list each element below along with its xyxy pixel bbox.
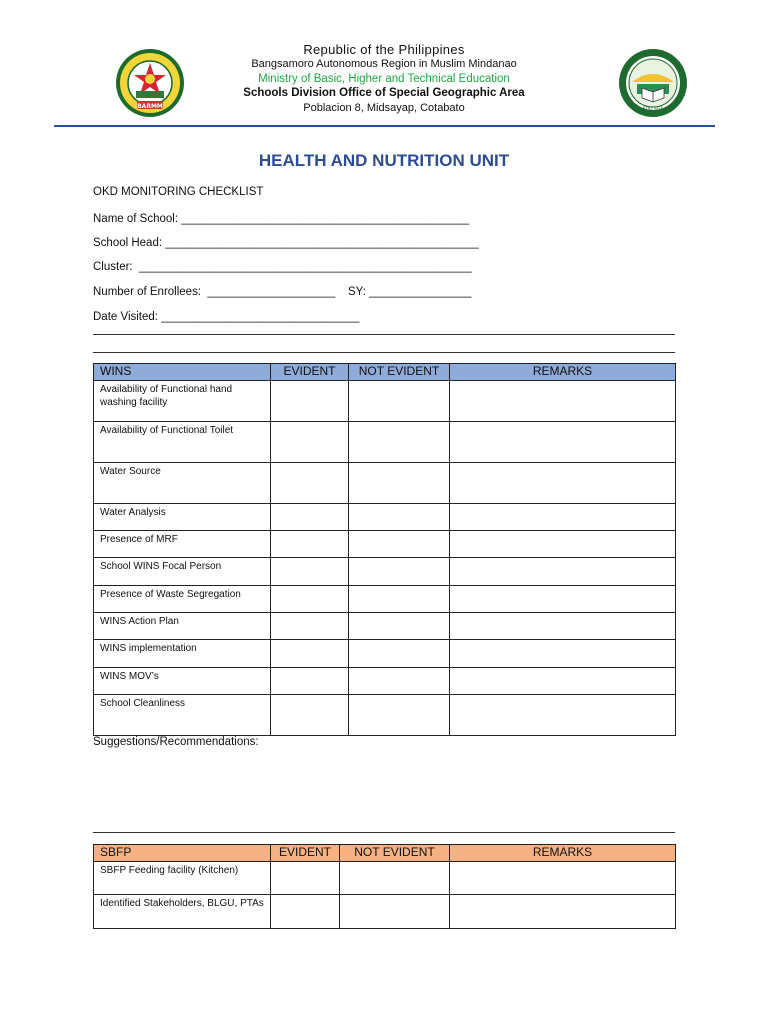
table-row <box>94 613 676 640</box>
not-evident-cell[interactable] <box>349 640 450 668</box>
evident-cell[interactable] <box>271 895 340 929</box>
table-row <box>94 668 676 695</box>
not-evident-cell[interactable] <box>349 381 450 422</box>
suggestions-label: Suggestions/Recommendations: <box>93 736 259 748</box>
wins-table <box>93 363 676 736</box>
evident-cell[interactable] <box>271 613 349 640</box>
sbfp-header: SBFP <box>94 845 271 862</box>
remarks-cell[interactable] <box>450 695 676 736</box>
row-label: WINS Action Plan <box>94 613 271 640</box>
evident-cell[interactable] <box>271 531 349 558</box>
evident-cell[interactable] <box>271 504 349 531</box>
header-divider <box>54 125 715 127</box>
table-row <box>94 586 676 613</box>
separator-line <box>93 334 675 335</box>
evident-cell[interactable] <box>271 695 349 736</box>
row-label: WINS implementation <box>94 640 271 668</box>
table-row <box>94 463 676 504</box>
remarks-cell[interactable] <box>450 531 676 558</box>
evident-cell[interactable] <box>271 381 349 422</box>
row-label: WINS MOV’s <box>94 668 271 695</box>
separator-line <box>93 352 675 353</box>
row-label: SBFP Feeding facility (Kitchen) <box>94 862 271 895</box>
not-evident-cell[interactable] <box>349 463 450 504</box>
remarks-header: REMARKS <box>450 364 676 381</box>
not-evident-cell[interactable] <box>349 668 450 695</box>
table-row <box>94 558 676 586</box>
table-row <box>94 504 676 531</box>
table-row <box>94 531 676 558</box>
table-row <box>94 640 676 668</box>
table-row <box>94 862 676 895</box>
remarks-cell[interactable] <box>450 862 676 895</box>
row-label: School WINS Focal Person <box>94 558 271 586</box>
enrollees-field[interactable]: Number of Enrollees: ____________________ <box>93 286 336 298</box>
table-row <box>94 695 676 736</box>
not-evident-header: NOT EVIDENT <box>340 845 450 862</box>
date-visited-field[interactable]: Date Visited: _______________________________ <box>93 311 360 323</box>
row-label: Presence of Waste Segregation <box>94 586 271 613</box>
suggestions-line[interactable] <box>93 832 675 833</box>
not-evident-cell[interactable] <box>349 695 450 736</box>
not-evident-header: NOT EVIDENT <box>349 364 450 381</box>
not-evident-cell[interactable] <box>349 422 450 463</box>
remarks-cell[interactable] <box>450 586 676 613</box>
row-label: Water Source <box>94 463 271 504</box>
school-head-field[interactable]: School Head: _________________________________________________ <box>93 237 479 249</box>
remarks-cell[interactable] <box>450 895 676 929</box>
remarks-cell[interactable] <box>450 613 676 640</box>
cluster-field[interactable]: Cluster: ____________________________________________________ <box>93 261 472 273</box>
not-evident-cell[interactable] <box>349 531 450 558</box>
remarks-cell[interactable] <box>450 640 676 668</box>
address-line: Poblacion 8, Midsayap, Cotabato <box>303 102 465 114</box>
sbfp-header-row <box>94 845 676 862</box>
division-line: Schools Division Office of Special Geographic Area <box>243 87 525 99</box>
region-line: Bangsamoro Autonomous Region in Muslim Mindanao <box>251 58 517 70</box>
row-label: Presence of MRF <box>94 531 271 558</box>
evident-header: EVIDENT <box>271 364 349 381</box>
table-row <box>94 381 676 422</box>
evident-cell[interactable] <box>271 586 349 613</box>
country-line: Republic of the Philippines <box>303 42 465 57</box>
not-evident-cell[interactable] <box>349 613 450 640</box>
wins-header: WINS <box>94 364 271 381</box>
page-title: HEALTH AND NUTRITION UNIT <box>258 151 510 170</box>
row-label: Water Analysis <box>94 504 271 531</box>
not-evident-cell[interactable] <box>349 586 450 613</box>
evident-cell[interactable] <box>271 558 349 586</box>
remarks-cell[interactable] <box>450 381 676 422</box>
table-row <box>94 422 676 463</box>
sdo-logo-text: SDO SGA <box>642 107 664 112</box>
evident-header: EVIDENT <box>271 845 340 862</box>
sdo-seal-logo <box>618 48 688 118</box>
school-name-field[interactable]: Name of School: _____________________________________________ <box>93 213 470 225</box>
evident-cell[interactable] <box>271 668 349 695</box>
remarks-header: REMARKS <box>450 845 676 862</box>
not-evident-cell[interactable] <box>340 895 450 929</box>
barmm-logo-text: BARMM <box>137 103 163 110</box>
not-evident-cell[interactable] <box>340 862 450 895</box>
remarks-cell[interactable] <box>450 422 676 463</box>
row-label: School Cleanliness <box>94 695 271 736</box>
row-label: Identified Stakeholders, BLGU, PTAs <box>94 895 271 929</box>
wins-header-row <box>94 364 676 381</box>
barmm-seal-logo <box>115 48 185 118</box>
remarks-cell[interactable] <box>450 558 676 586</box>
table-row <box>94 895 676 929</box>
row-label: Availability of Functional hand washing facility <box>94 381 271 422</box>
row-label: Availability of Functional Toilet <box>94 422 271 463</box>
not-evident-cell[interactable] <box>349 504 450 531</box>
evident-cell[interactable] <box>271 862 340 895</box>
evident-cell[interactable] <box>271 422 349 463</box>
ministry-line: Ministry of Basic, Higher and Technical Education <box>258 73 510 85</box>
sbfp-table <box>93 844 676 929</box>
remarks-cell[interactable] <box>450 504 676 531</box>
not-evident-cell[interactable] <box>349 558 450 586</box>
checklist-subtitle: OKD MONITORING CHECKLIST <box>93 186 264 198</box>
remarks-cell[interactable] <box>450 668 676 695</box>
evident-cell[interactable] <box>271 463 349 504</box>
evident-cell[interactable] <box>271 640 349 668</box>
sy-field[interactable]: SY: ________________ <box>348 286 472 298</box>
letterhead <box>0 36 768 126</box>
remarks-cell[interactable] <box>450 463 676 504</box>
